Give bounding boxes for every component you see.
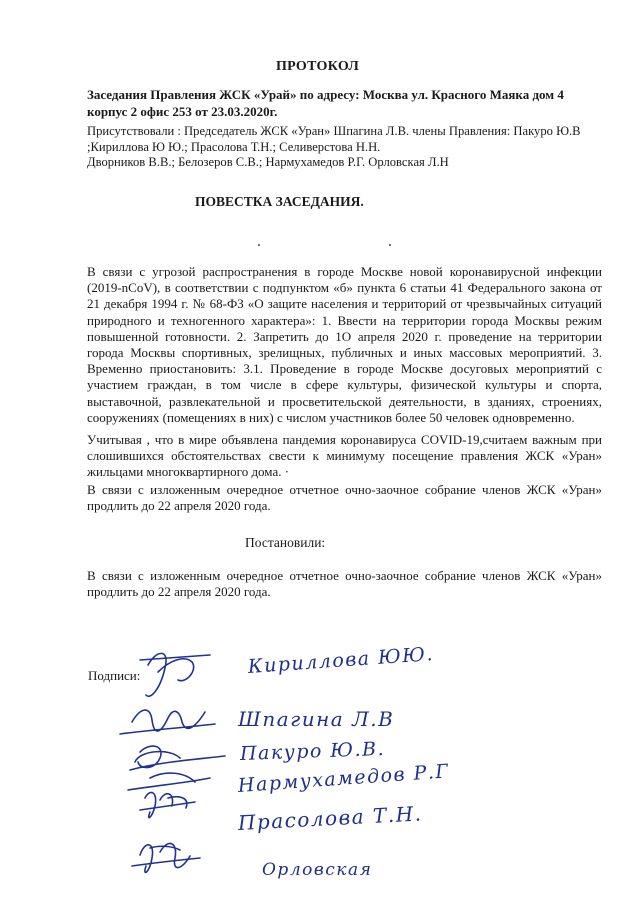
attendees-line1: Присутствовали : Председатель ЖСК «Уран» Шпагина Л.В. члены Правления: Пакуро Ю.В <box>87 124 581 138</box>
attendees-block <box>87 124 622 171</box>
signature-prasolova: Прасолова Т.Н. <box>237 801 423 835</box>
document-title: ПРОТОКОЛ <box>275 59 360 74</box>
signature-kirillova: Кириллова ЮЮ. <box>247 643 435 678</box>
agenda-title: ПОВЕСТКА ЗАСЕДАНИЯ. <box>195 194 364 209</box>
meeting-heading-line1: Заседания Правления ЖСК «Урай» по адресу: Москва ул. Красного Маяка дом 4 <box>87 87 564 102</box>
signature-scribble-2 <box>120 710 215 734</box>
agenda-paragraph-3: В связи с изложенным очередное отчетное очно-заочное собрание членов ЖСК «Уран» продлить до 22 апреля 2020 года. <box>87 482 602 514</box>
attendees-line2: ;Кириллова Ю Ю.; Прасолова Т.Н.; Селиверстова Н.Н. <box>87 139 381 154</box>
scan-speck <box>258 244 260 246</box>
signature-scribble-5 <box>132 843 200 872</box>
meeting-heading-line2: корпус 2 офис 253 от 23.03.2020г. <box>87 104 278 119</box>
signature-orlovskaya: Орловская <box>262 860 373 880</box>
signature-shpagina: Шпагина Л.В <box>238 707 395 731</box>
signatures-label: Подписи: <box>88 668 141 683</box>
resolution-label: Постановили: <box>245 535 326 550</box>
agenda-paragraph-2: Учитывая , что в мире объявлена пандемия коронавируса COVID-19,считаем важным при слошившихся обстоятельствах свести к минимуму посещение правления ЖСК «Уран» жильцами многоквартирного дома. · <box>87 432 602 480</box>
agenda-paragraph-1: В связи с угрозой распространения в городе Москве новой коронавирусной инфекции (2019-nCoV), в соответствии с подпунктом «б» пункта 6 статьи 41 Федерального закона от 21 декабря 1994 г. № 68-ФЗ «О защите населения и территорий от чрезвычайных ситуаций природного и техногенного характера»: 1. Ввести на территории города Москвы режим повышенной готовности. 2. Запретить до 1О апреля 2020 г. проведение на территории города Москвы спортивных, зрелищных, публичных и иных массовых мероприятий. 3. Временно приостановить: 3.1. Проведение в городе Москве досуговых мероприятий с участием граждан, в том числе в сфере культуры, физической культуры и спорта, выставочной, развлекательной и просветительской деятельности, в зданиях, строениях, сооружениях (помещениях в них) с числом участников более 50 человек одновременно. <box>87 264 602 425</box>
signature-narmukhamedov: Нармухамедов Р.Г <box>237 760 451 797</box>
signature-pakuro: Пакуро Ю.В. <box>239 737 386 765</box>
meeting-heading <box>87 86 617 120</box>
signature-scribble-4 <box>140 792 195 817</box>
signature-scribble-1 <box>140 653 210 696</box>
scan-speck <box>389 244 391 246</box>
signature-scribble-3 <box>128 746 225 790</box>
attendees-line3: Дворников В.В.; Белозеров С.В.; Нармухамедов Р.Г. Орловская Л.Н <box>87 155 449 169</box>
resolution-text: В связи с изложенным очередное отчетное очно-заочное собрание членов ЖСК «Уран» продлить до 22 апреля 2020 года. <box>87 568 602 600</box>
